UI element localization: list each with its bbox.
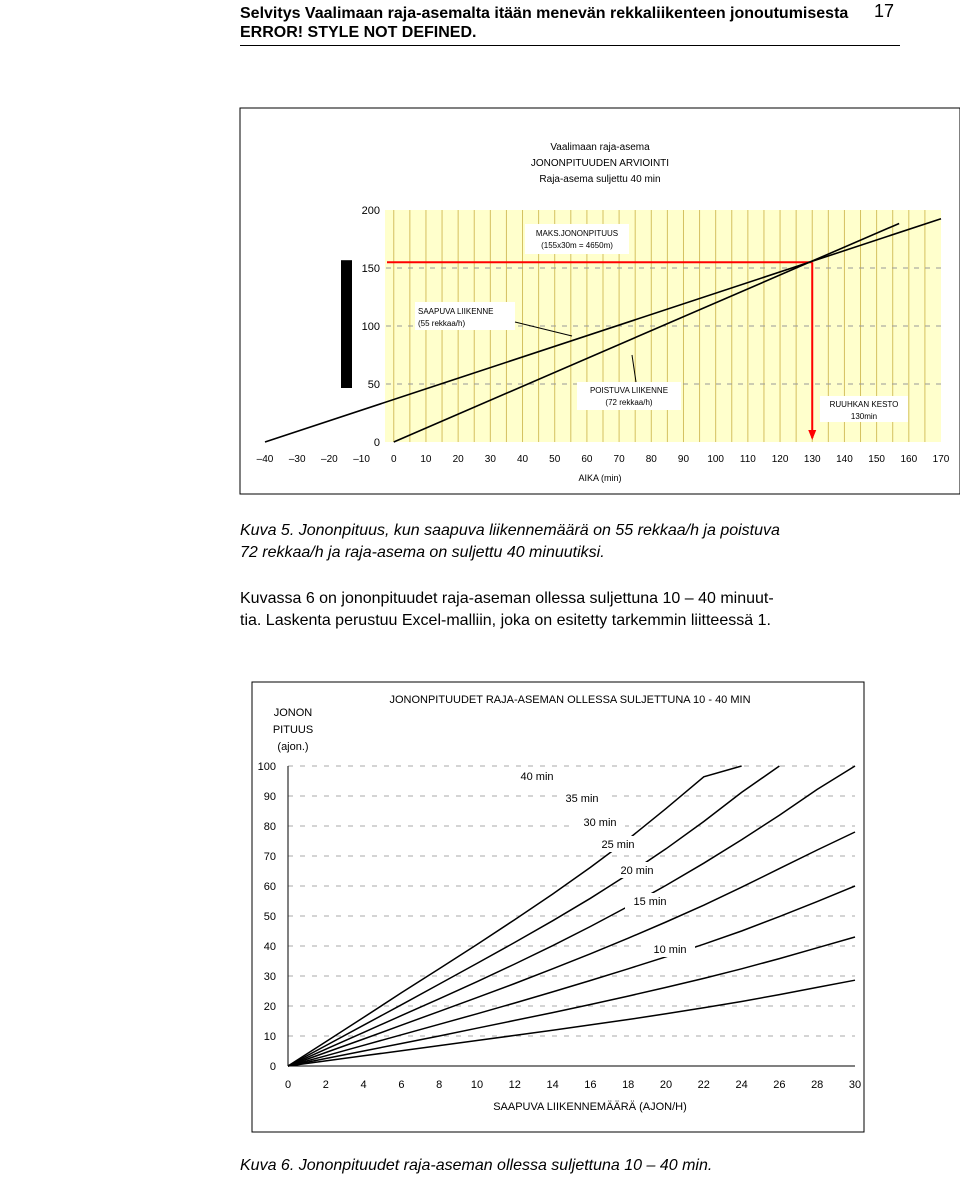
figure6-ytick-label: 0 (269, 1061, 276, 1073)
figure6-ytick-label: 10 (263, 1031, 276, 1043)
figure5-caption-line2: 72 rekkaa/h ja raja-asema on suljettu 40 minuutiksi. (240, 544, 605, 561)
figure5-caption (240, 520, 780, 564)
figure6-xtick-label: 12 (508, 1079, 521, 1091)
figure5-ytick-label: 200 (361, 205, 380, 217)
figure6-xtick-label: 28 (811, 1079, 824, 1091)
figure6-ylabel-line: JONON (273, 707, 313, 719)
figure5-caption-line1: Jononpituus, kun saapuva liikennemäärä on 55 rekkaa/h ja poistuva (294, 522, 780, 539)
figure5-departure-annotation-line2: (72 rekkaa/h) (605, 398, 653, 407)
body-paragraph (240, 588, 774, 632)
figure6-ytick-label: 30 (263, 971, 276, 983)
figure5-xtick-label: 30 (484, 454, 496, 465)
figure6-xtick-label: 24 (735, 1079, 748, 1091)
figure5-xtick-label: –40 (256, 454, 274, 465)
figure6-frame (252, 682, 864, 1132)
figure5-xtick-label: 0 (390, 454, 397, 465)
figure5-xtick-label: –20 (321, 454, 338, 465)
figure6-series-label: 35 min (565, 793, 599, 805)
figure6-ytick-label: 70 (263, 851, 276, 863)
figure5-chart (0, 0, 960, 500)
figure6-xtick-label: 16 (584, 1079, 597, 1091)
figure6-xtick-label: 18 (622, 1079, 635, 1091)
figure6-xlabel: SAAPUVA LIIKENNEMÄÄRÄ (AJON/H) (493, 1101, 687, 1113)
figure6-xtick-label: 22 (697, 1079, 710, 1091)
page-number: 17 (874, 1, 895, 21)
figure6-title: JONONPITUUDET RAJA-ASEMAN OLLESSA SULJETTUNA 10 - 40 MIN (389, 694, 751, 706)
figure5-xtick-label: 70 (613, 454, 625, 465)
figure6-series-label: 10 min (653, 944, 687, 956)
figure6-series-label: 25 min (601, 839, 635, 851)
figure6-ytick-label: 60 (263, 881, 276, 893)
figure5-xtick-label: –10 (353, 454, 370, 465)
figure6-caption: Kuva 6. Jononpituudet raja-aseman ollessa suljettuna 10 – 40 min. (240, 1157, 713, 1174)
header-title-line1: Selvitys Vaalimaan raja-asemalta itään menevän rekkaliikenteen jonoutumisesta (240, 5, 849, 22)
figure5-xtick-label: 90 (677, 454, 690, 465)
figure6-ytick-label: 40 (263, 941, 276, 953)
figure5-title-line: Raja-asema suljettu 40 min (539, 174, 661, 185)
figure5-ytick-label: 50 (367, 379, 380, 391)
figure5-xtick-label: 20 (452, 454, 464, 465)
figure6-xtick-label: 4 (360, 1079, 367, 1091)
figure6-ylabel-line: PITUUS (272, 724, 314, 736)
figure6-ytick-label: 20 (263, 1001, 276, 1013)
figure6-ylabel-line: (ajon.) (277, 741, 309, 753)
figure5-xtick-label: 120 (771, 454, 789, 465)
figure6-chart (0, 676, 960, 1146)
figure5-xtick-label: 140 (836, 454, 853, 465)
figure5-ytick-label: 150 (361, 263, 380, 275)
figure5-xtick-label: 150 (868, 454, 885, 465)
figure6-xtick-label: 26 (773, 1079, 786, 1091)
figure5-caption-label: Kuva 5. (240, 522, 295, 539)
figure5-peak-annotation-line2: 130min (850, 412, 878, 421)
figure5-xlabel: AIKA (min) (578, 473, 622, 483)
figure5-max-annotation-line1: MAKS.JONONPITUUS (535, 229, 619, 238)
figure5-max-annotation-line2: (155x30m = 4650m) (541, 241, 613, 250)
body-line2: tia. Laskenta perustuu Excel-malliin, joka on esitetty tarkemmin liitteessä 1. (240, 612, 771, 629)
figure5-title-line: JONONPITUUDEN ARVIOINTI (530, 158, 670, 169)
figure5-arrival-annotation-line1: SAAPUVA LIIKENNE (418, 307, 494, 316)
figure5-title-line: Vaalimaan raja-asema (550, 142, 650, 153)
figure6-ytick-label: 90 (263, 791, 276, 803)
figure5-xtick-label: 130 (803, 454, 821, 465)
body-line1: Kuvassa 6 on jononpituudet raja-aseman ollessa suljettuna 10 – 40 minuut- (240, 590, 774, 607)
figure5-closure-bar (341, 260, 352, 388)
figure5-xtick-label: –30 (288, 454, 306, 465)
figure6-xtick-label: 6 (398, 1079, 405, 1091)
figure5-xtick-label: 100 (707, 454, 725, 465)
figure5-xtick-label: 10 (420, 454, 432, 465)
figure5-ytick-label: 100 (361, 321, 380, 333)
figure5-xtick-label: 40 (516, 454, 529, 465)
header-title-line2: ERROR! STYLE NOT DEFINED. (240, 24, 477, 41)
figure6-xtick-label: 10 (470, 1079, 484, 1091)
figure5-xtick-label: 160 (900, 454, 918, 465)
figure5-departure-annotation-line1: POISTUVA LIIKENNE (589, 386, 669, 395)
figure6-series-label: 20 min (620, 865, 654, 877)
figure5-peak-annotation-line1: RUUHKAN KESTO (829, 400, 899, 409)
figure6-series-label: 40 min (520, 771, 554, 783)
figure5-xtick-label: 170 (932, 454, 950, 465)
figure5-xtick-label: 80 (645, 454, 657, 465)
figure6-ytick-label: 50 (263, 911, 276, 923)
figure6-xtick-label: 20 (659, 1079, 673, 1091)
figure5-ytick-label: 0 (373, 437, 380, 449)
figure6-ytick-label: 80 (263, 821, 276, 833)
figure6-xtick-label: 8 (436, 1079, 443, 1091)
figure5-xtick-label: 60 (581, 454, 593, 465)
figure6-xtick-label: 30 (848, 1079, 862, 1091)
figure5-xtick-label: 50 (549, 454, 561, 465)
figure6-series-label: 30 min (583, 817, 617, 829)
figure5-arrival-annotation-line2: (55 rekkaa/h) (418, 319, 466, 328)
figure5-xtick-label: 110 (739, 454, 756, 465)
figure6-ytick-label: 100 (257, 761, 276, 773)
figure6-xtick-label: 14 (546, 1079, 559, 1091)
figure6-xtick-label: 0 (284, 1079, 292, 1091)
figure6-xtick-label: 2 (322, 1079, 329, 1091)
figure6-series-label: 15 min (633, 896, 667, 908)
